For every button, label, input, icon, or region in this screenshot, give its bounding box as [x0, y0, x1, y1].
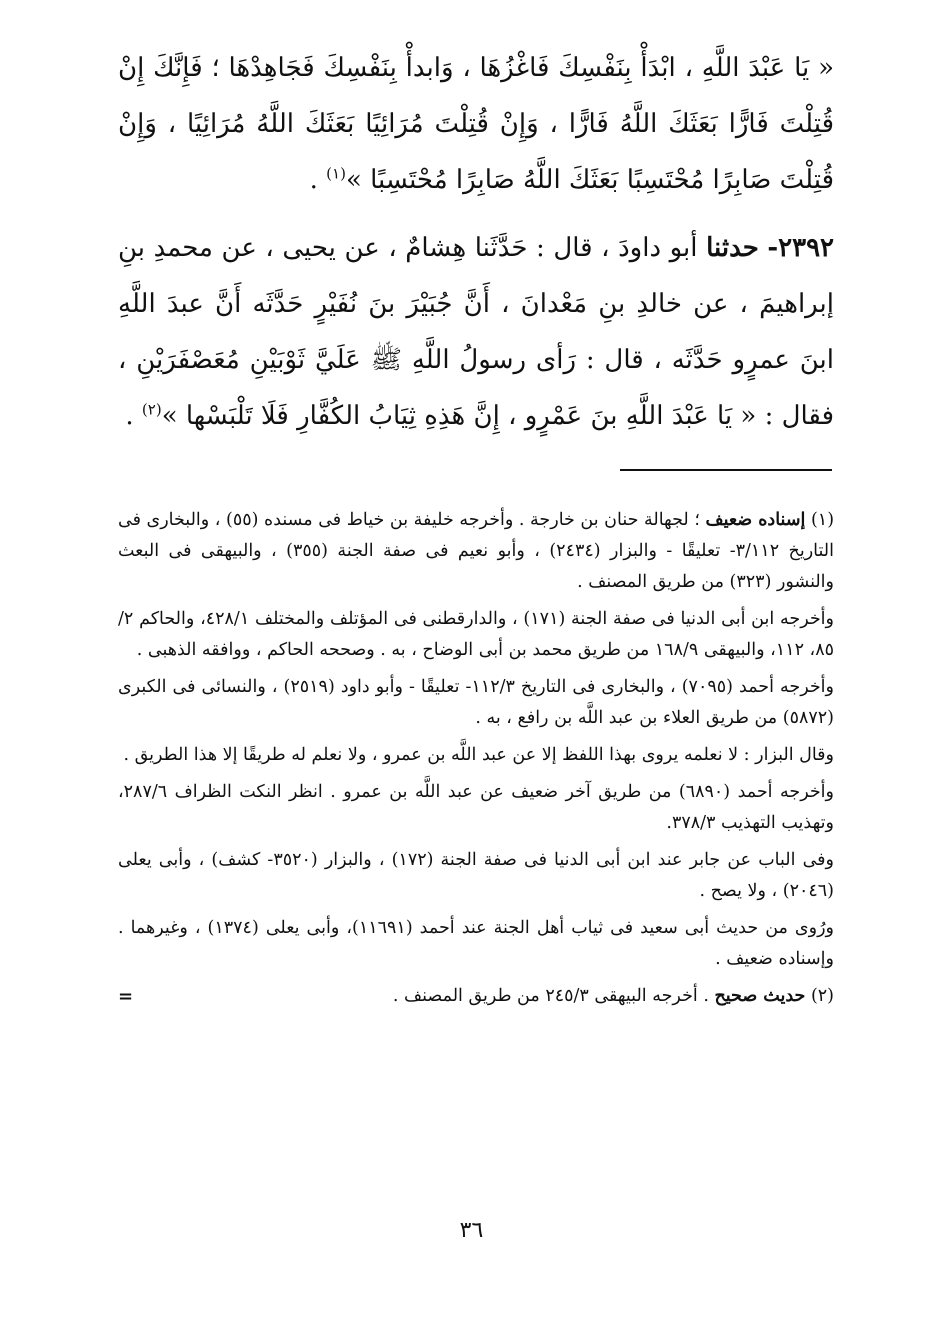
footnote-paragraph: وأخرجه ابن أبى الدنيا فى صفة الجنة (١٧١) ، والدارقطنى فى المؤتلف والمختلف ٤٢٨/١، والحاكم ٢/ ٨٥، ١١٢، والبيهقى ١٦٨/٩ من طريق محمد بن أبى الوضاح ، به . وصححه الحاكم ، ووافقه الذهبى . — [118, 609, 834, 660]
continuation-mark: = — [118, 986, 134, 1007]
hadith-number: ٢٣٩٢- — [767, 233, 835, 263]
footnote-paragraph: وفى الباب عن جابر عند ابن أبى الدنيا فى صفة الجنة (١٧٢) ، والبزار (٣٥٢٠- كشف) ، وأبى يعلى (٢٠٤٦) ، ولا يصح . — [118, 850, 834, 901]
footnote-2-grade: حديث صحيح — [714, 986, 806, 1006]
footnote-2 — [118, 981, 834, 1012]
hadith-2-text: أبو داودَ ، قال : حَدَّثَنا هِشامٌ ، عن يحيى ، عن محمدِ بنِ إبراهيمَ ، عن خالدِ بنِ مَعْدانَ ، أَنَّ جُبَيْرَ بنَ نُفَيْرٍ حَدَّثَه أَنَّ عبدَ اللَّهِ ابنَ عمرٍو حَدَّثَه ، قال : رَأى رسولُ اللَّهِ ﷺ عَلَيَّ ثَوْبَيْنِ مُعَصْفَرَيْنِ ، فقال : « يَا عَبْدَ اللَّهِ بنَ عَمْرٍو ، إِنَّ هَذِهِ ثِيَابُ الكُفَّارِ فَلَا تَلْبَسْها » — [118, 233, 834, 431]
footnote-paragraph: وقال البزار : لا نعلمه يروى بهذا اللفظ إلا عن عبد اللَّه بن عمرو ، ولا نعلم له طريقًا إلا هذا الطريق . — [123, 745, 834, 765]
footnote-1 — [118, 505, 834, 598]
footnote-ref-1[interactable]: (١) — [326, 164, 346, 183]
footnote-2-marker: (٢) — [810, 986, 834, 1006]
hadith-intro: حدثنا — [706, 233, 759, 263]
footnotes — [118, 505, 834, 1018]
footnote-paragraph: وأخرجه أحمد (٦٨٩٠) من طريق آخر ضعيف عن عبد اللَّه بن عمرو . انظر النكت الظراف ٢٨٧/٦، وتهذيب التهذيب ٣٧٨/٣. — [118, 782, 834, 833]
footnote-2-text: . أخرجه البيهقى ٢٤٥/٣ من طريق المصنف . — [392, 986, 709, 1006]
footnote-paragraph: وأخرجه أحمد (٧٠٩٥) ، والبخارى فى التاريخ ١١٢/٣- تعليقًا - وأبو داود (٢٥١٩) ، والنسائى فى الكبرى (٥٨٧٢) من طريق العلاء بن عبد اللَّه بن رافع ، به . — [118, 677, 834, 728]
hadith-1-end: . — [309, 165, 327, 195]
footnote-paragraph: ورُوى من حديث أبى سعيد فى ثياب أهل الجنة عند أحمد (١١٦٩١)، وأبى يعلى (١٣٧٤) ، وغيرهما . وإسناده ضعيف . — [118, 918, 834, 969]
footnote-separator — [620, 469, 832, 471]
hadith-2-end: . — [125, 401, 142, 431]
hadith-1 — [118, 40, 834, 208]
page-number: ٣٦ — [459, 1218, 484, 1243]
footnote-ref-2[interactable]: (٢) — [141, 400, 162, 419]
main-text — [118, 40, 834, 444]
hadith-2 — [118, 220, 834, 444]
footnote-1-grade: إسناده ضعيف — [705, 510, 806, 530]
footnote-1-text: ؛ لجهالة حنان بن خارجة . وأخرجه خليفة بن خياط فى مسنده (٥٥) ، والبخارى فى التاريخ ٣/١١٢- تعليقًا - والبزار (٢٤٣٤) ، وأبو نعيم فى صفة الجنة (٣٥٥) ، والبيهقى فى البعث والنشور (٣٢٣) من طريق المصنف . — [118, 510, 834, 592]
footnote-1-marker: (١) — [810, 510, 835, 530]
hadith-1-text: « يَا عَبْدَ اللَّهِ ، ابْدَأْ بِنَفْسِكَ فَاغْزُهَا ، وَابدأْ بِنَفْسِكَ فَجَاهِدْهَا ؛ فَإِنَّكَ إِنْ قُتِلْتَ فَارًّا بَعَثَكَ اللَّهُ فَارًّا ، وَإِنْ قُتِلْتَ مُرَائِيًا بَعَثَكَ اللَّهُ مُرَائِيًا ، وَإِنْ قُتِلْتَ صَابِرًا مُحْتَسِبًا بَعَثَكَ اللَّهُ صَابِرًا مُحْتَسِبًا » — [118, 53, 834, 195]
